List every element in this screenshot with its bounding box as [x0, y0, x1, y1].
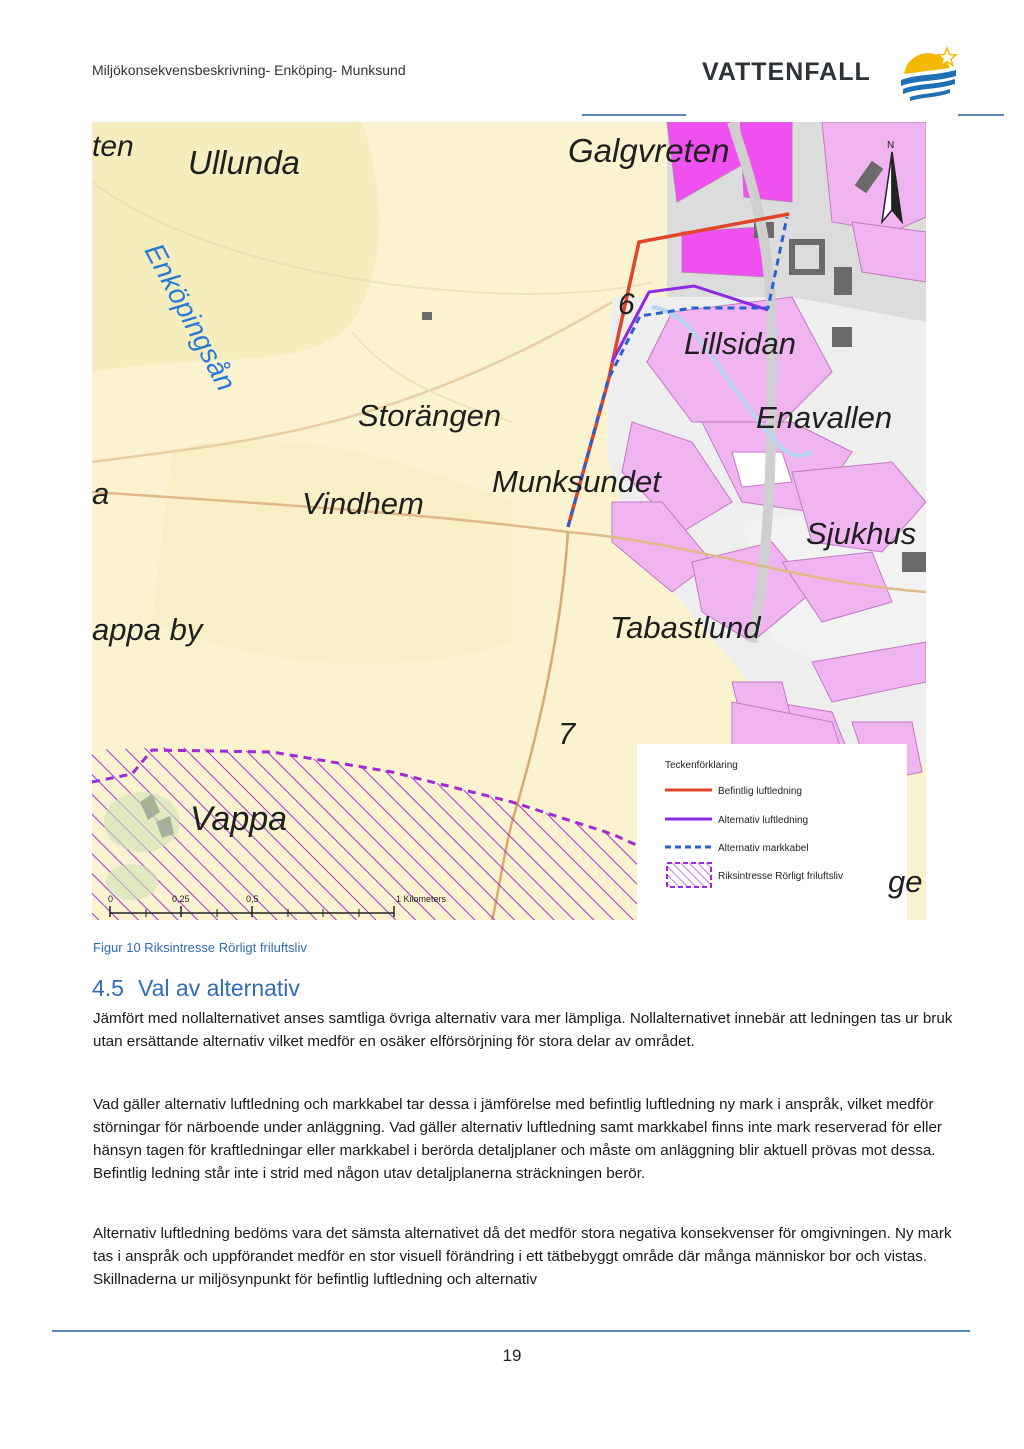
north-label: N	[887, 140, 895, 151]
route-map	[92, 122, 926, 920]
place-label-storangen: Storängen	[358, 398, 502, 433]
scale-tick-025: 0,25	[172, 894, 190, 904]
place-label-lillsidan: Lillsidan	[684, 326, 797, 361]
place-label-tabastlund: Tabastlund	[610, 610, 761, 645]
document-title: Miljökonsekvensbeskrivning- Enköping- Munksund	[92, 62, 406, 78]
page-number: 19	[502, 1346, 522, 1365]
legend-label-alt-mark: Alternativ markkabel	[718, 843, 809, 854]
scale-tick-1km: 1 Kilometers	[396, 894, 447, 904]
place-label-a: a	[92, 476, 110, 511]
scale-tick-05: 0,5	[246, 894, 259, 904]
legend-title: Teckenförklaring	[665, 760, 738, 771]
place-label-sjukhus: Sjukhus	[806, 516, 917, 551]
brand-logo	[702, 46, 962, 102]
legend-label-befintlig: Befintlig luftledning	[718, 786, 802, 797]
place-label-ge: ge	[888, 864, 923, 899]
legend-label-riksintresse: Riksintresse Rörligt friluftsliv	[718, 871, 844, 882]
map-legend	[637, 744, 907, 920]
route-label-7: 7	[558, 716, 576, 751]
scale-tick-0: 0	[108, 894, 114, 904]
legend-label-alt-luft: Alternativ luftledning	[718, 815, 809, 826]
place-label-galgvreten: Galgvreten	[568, 132, 730, 169]
place-label-enkopingsan: Enköpingsån	[138, 238, 243, 396]
page-header	[0, 0, 1024, 120]
legend-swatch-riksintresse	[667, 863, 711, 887]
place-label-ten: ten	[92, 130, 134, 163]
place-label-enavallen: Enavallen	[756, 400, 893, 435]
section-title: Val av alternativ	[137, 975, 300, 1001]
header-rule-right	[958, 114, 1004, 116]
header-rule-left	[582, 114, 686, 116]
place-label-appa-by: appa by	[92, 612, 203, 647]
place-label-ullunda: Ullunda	[188, 144, 300, 181]
section-number: 4.5	[92, 975, 124, 1001]
paragraph-3: Alternativ luftledning bedöms vara det sämsta alternativet då det medför stora negativa konsekvenser för omgivningen. Ny mark tas i anspråk och uppförandet medför en stor visuell förändring i ett tätbebyggt område där många människor bor och vistas. Skillnaderna ur miljösynpunkt för befintlig luftledning och alternativ	[93, 1225, 952, 1288]
place-label-munksundet: Munksundet	[492, 464, 661, 499]
route-label-6: 6	[618, 288, 635, 321]
figure-caption: Figur 10 Riksintresse Rörligt friluftsliv	[93, 940, 307, 955]
place-label-vindhem: Vindhem	[302, 486, 424, 521]
paragraph-2: Vad gäller alternativ luftledning och markkabel tar dessa i jämförelse med befintlig luftledning ny mark i anspråk, vilket medför störningar för närboende under anläggning. Vad gäller alternativ luftledning samt markkabel finns inte mark reserverad för eller hänsyn tagen för kraftledningar eller markkabel i berörda detaljplaner och måste om anläggning blir aktuell prövas mot dessa. Befintlig ledning står inte i strid med någon utav detaljplanerna sträckningen berör.	[93, 1096, 942, 1182]
section-heading	[92, 975, 300, 1002]
paragraph-1: Jämfört med nollalternativet anses samtliga övriga alternativ vara mer lämpliga. Nollalternativet innebär att ledningen tas ur bruk utan ersättande alternativ vilket medför en osäker elförsörjning för stora delar av området.	[93, 1010, 953, 1050]
brand-name: VATTENFALL	[702, 58, 871, 86]
footer-rule	[52, 1330, 970, 1332]
vattenfall-logo-icon	[898, 46, 960, 102]
place-label-vappa: Vappa	[190, 800, 288, 838]
